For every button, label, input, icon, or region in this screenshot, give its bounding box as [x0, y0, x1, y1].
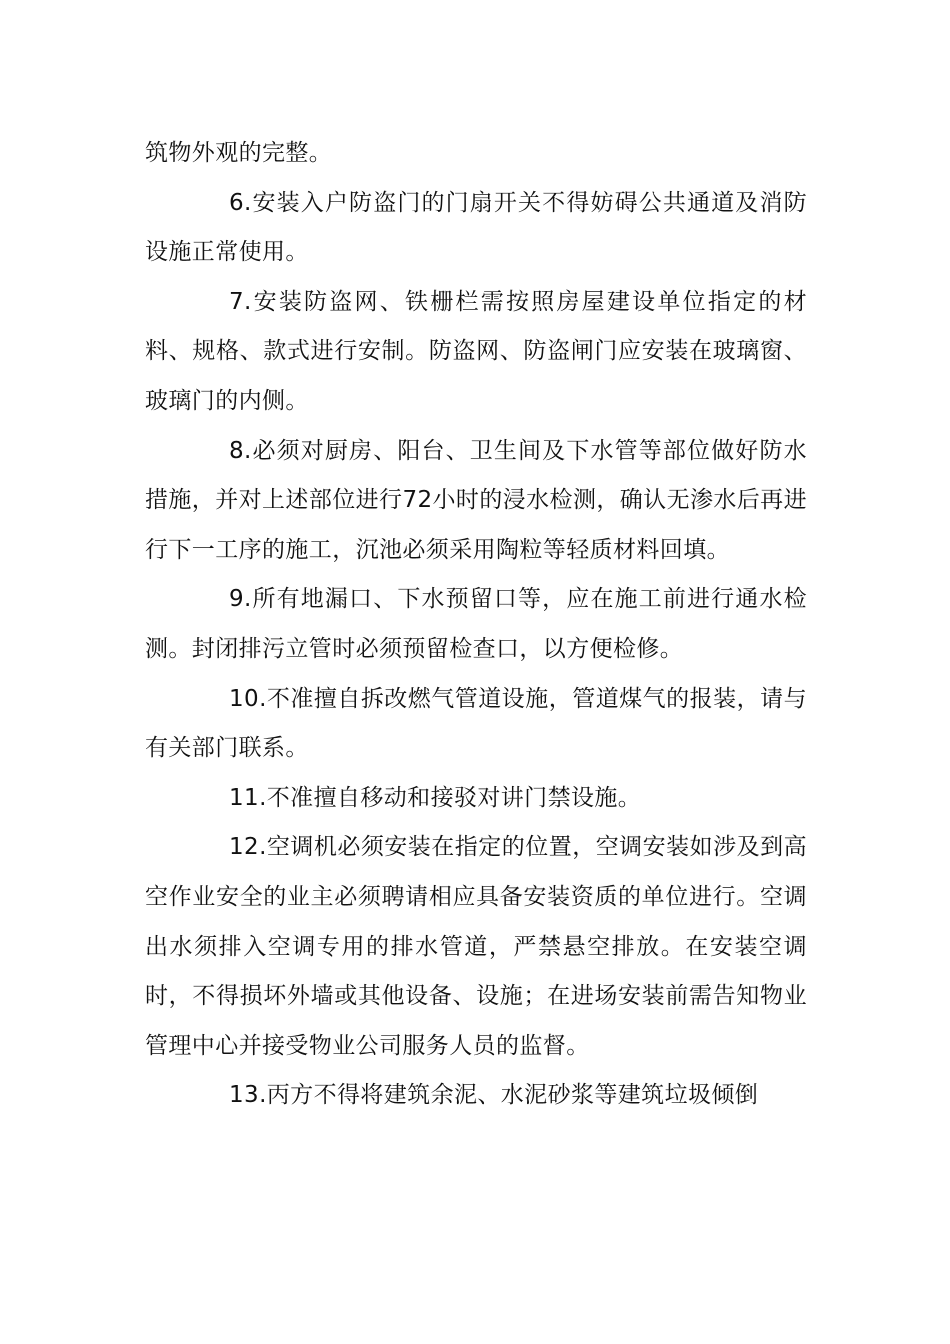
document-body — [145, 129, 807, 1121]
paragraph-item-7: 7.安装防盗网、铁栅栏需按照房屋建设单位指定的材料、规格、款式进行安制。防盗网、防盗闸门应安装在玻璃窗、玻璃门的内侧。 — [145, 288, 807, 414]
paragraph-item-6: 6.安装入户防盗门的门扇开关不得妨碍公共通道及消防设施正常使用。 — [145, 189, 807, 266]
paragraph-continuation: 筑物外观的完整。 — [145, 140, 333, 166]
paragraph-item-12: 12.空调机必须安装在指定的位置，空调安装如涉及到高空作业安全的业主必须聘请相应具备安装资质的单位进行。空调出水须排入空调专用的排水管道，严禁悬空排放。在安装空调时，不得损坏外墙或其他设备、设施；在进场安装前需告知物业管理中心并接受物业公司服务人员的监督。 — [145, 834, 807, 1059]
paragraph-item-8: 8.必须对厨房、阳台、卫生间及下水管等部位做好防水措施，并对上述部位进行72小时的浸水检测，确认无渗水后再进行下一工序的施工，沉池必须采用陶粒等轻质材料回填。 — [145, 437, 807, 563]
paragraph-item-11: 11.不准擅自移动和接驳对讲门禁设施。 — [229, 784, 642, 811]
paragraph-item-13: 13.丙方不得将建筑余泥、水泥砂浆等建筑垃圾倾倒 — [229, 1082, 759, 1109]
paragraph-item-9: 9.所有地漏口、下水预留口等，应在施工前进行通水检测。封闭排污立管时必须预留检查口，以方便检修。 — [145, 586, 807, 662]
paragraph-item-10: 10.不准擅自拆改燃气管道设施，管道煤气的报装，请与有关部门联系。 — [145, 685, 807, 762]
